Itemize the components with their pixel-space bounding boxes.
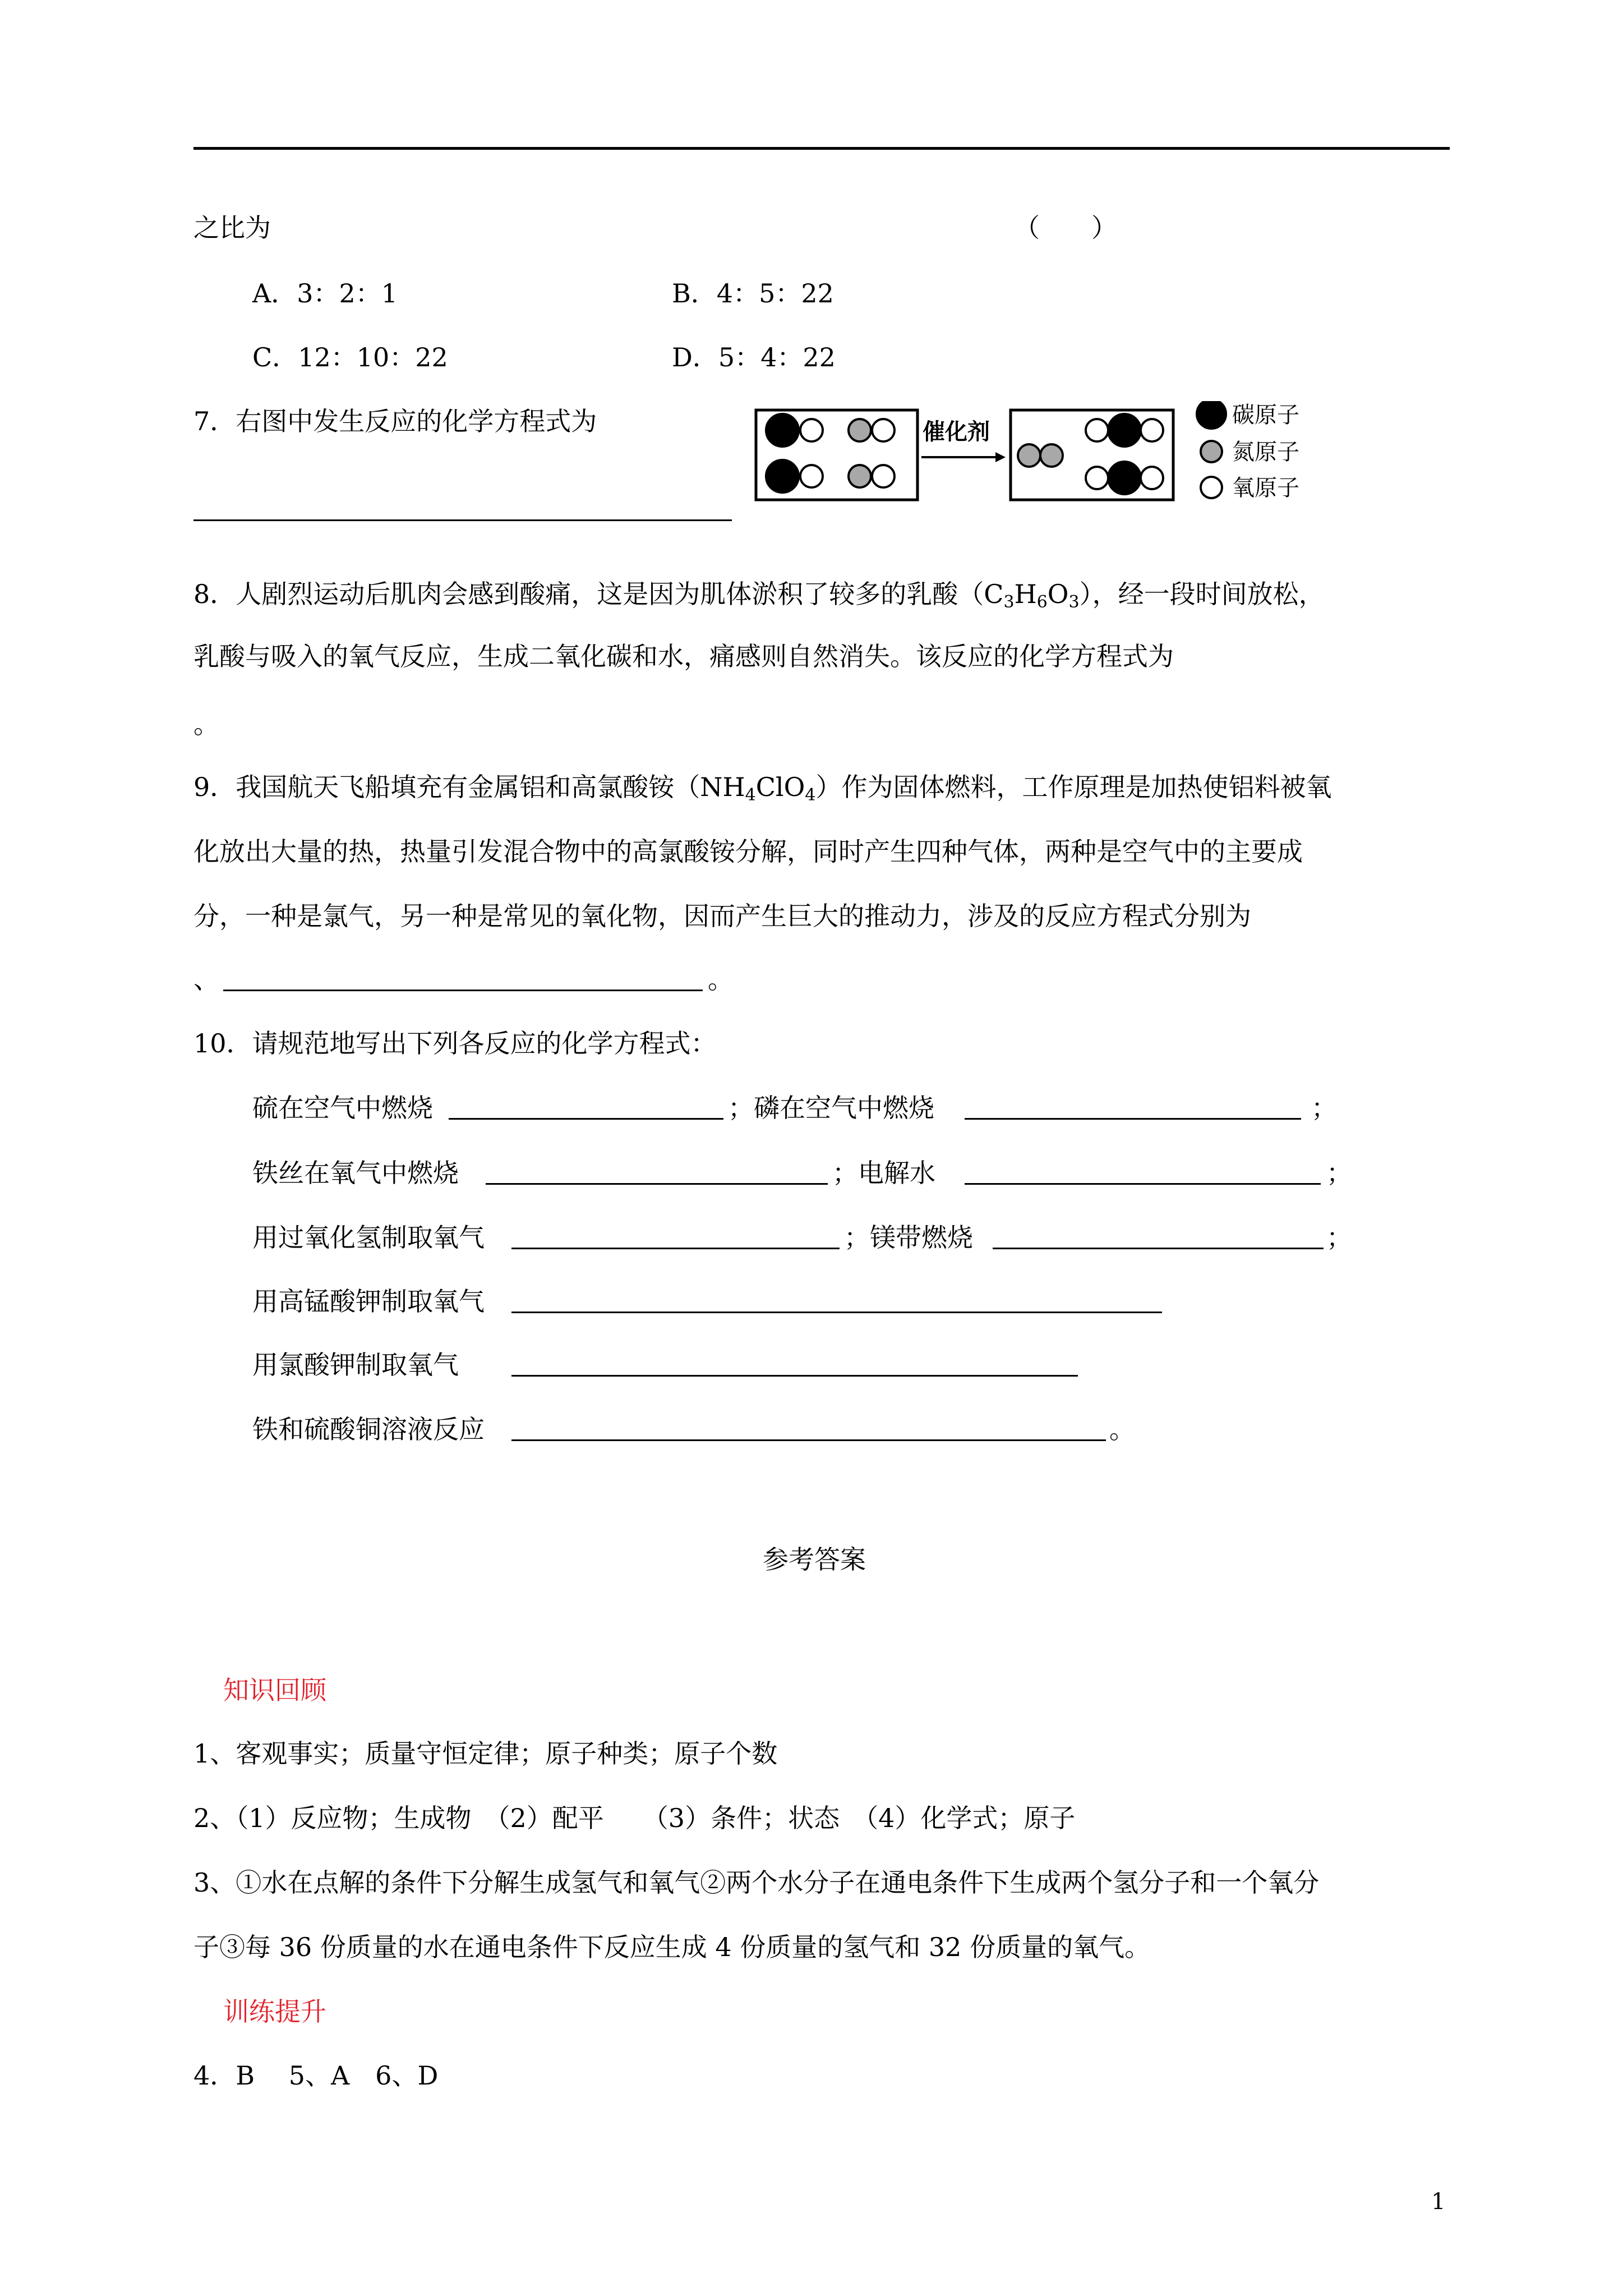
- q10-r3-semi: ；: [1326, 1222, 1352, 1253]
- answer-4-6: 4．B 5、A 6、D: [193, 2060, 439, 2091]
- q6-option-d: D．5：4：22: [672, 342, 836, 372]
- oxygen-atom: [1086, 419, 1108, 441]
- oxygen-atom: [1141, 419, 1163, 441]
- nitrogen-atom: [1018, 444, 1040, 467]
- legend-carbon-label: 碳原子: [1232, 402, 1299, 428]
- q9-line4-end: 。: [708, 964, 734, 995]
- q6-option-b: B．4：5：22: [672, 278, 834, 309]
- q10-r1-semi: ；: [1311, 1093, 1337, 1123]
- answers-title: 参考答案: [763, 1544, 866, 1575]
- nitrogen-atom: [849, 419, 871, 441]
- q10-r5-blank: [511, 1375, 1078, 1377]
- q6-option-c: C．12：10：22: [252, 342, 448, 372]
- q10-r3-label-b: ；镁带燃烧: [844, 1222, 973, 1253]
- oxygen-atom: [1141, 467, 1163, 489]
- q9-line3: 分，一种是氯气，另一种是常见的氧化物，因而产生巨大的推动力，涉及的反应方程式分别为: [193, 901, 1251, 931]
- reaction-diagram: [754, 401, 1321, 508]
- oxygen-atom: [800, 465, 823, 487]
- q10-r6-blank: [511, 1439, 1106, 1441]
- q6-answer-paren: （ ）: [1014, 213, 1117, 243]
- q10-r6-label: 铁和硫酸铜溶液反应: [252, 1414, 485, 1444]
- q10-r2-label-a: 铁丝在氧气中燃烧: [252, 1158, 459, 1188]
- nitrogen-atom: [1040, 444, 1063, 467]
- legend-carbon-icon: [1197, 401, 1226, 429]
- q6-stem: 之比为: [193, 213, 271, 243]
- carbon-atom: [766, 460, 799, 493]
- carbon-atom: [766, 414, 799, 447]
- carbon-atom: [1108, 414, 1141, 447]
- section-heading-review: 知识回顾: [223, 1675, 326, 1705]
- header-rule: [193, 147, 1450, 150]
- oxygen-atom: [1086, 467, 1108, 489]
- answer-1: 1、客观事实；质量守恒定律；原子种类；原子个数: [193, 1738, 778, 1769]
- nitrogen-atom: [849, 465, 871, 487]
- q10-title: 10．请规范地写出下列各反应的化学方程式：: [193, 1028, 717, 1059]
- legend-oxygen-icon: [1201, 477, 1222, 498]
- q10-r1-label-b: ；磷在空气中燃烧: [728, 1093, 934, 1123]
- legend-nitrogen-icon: [1201, 441, 1222, 462]
- q6-option-a: A．3：2：1: [252, 278, 398, 309]
- q10-r3-blank-b: [993, 1248, 1324, 1249]
- q10-r4-label: 用高锰酸钾制取氧气: [252, 1286, 485, 1317]
- arrowhead-icon: [995, 452, 1006, 462]
- q8-line2: 乳酸与吸入的氧气反应，生成二氧化碳和水，痛感则自然消失。该反应的化学方程式为: [193, 641, 1174, 671]
- q9-answer-blank: [223, 990, 703, 991]
- q8-line1: 8．人剧烈运动后肌肉会感到酸痛，这是因为肌体淤积了较多的乳酸$(C_3H_6O_3)$，经一段时间放松，: [193, 579, 1325, 612]
- answer-3-line2: 子③每 36 份质量的水在通电条件下反应生成 4 份质量的氢气和 32 份质量的氧气。: [193, 1932, 1151, 1962]
- molecule-model-svg: [754, 401, 1321, 508]
- catalyst-label: 催化剂: [923, 420, 990, 444]
- answer-3-line1: 3、①水在点解的条件下分解生成氢气和氧气②两个水分子在通电条件下生成两个氢分子和一个氧分: [193, 1867, 1320, 1898]
- q9-line4-separator: 、: [193, 964, 219, 995]
- q10-r5-label: 用氯酸钾制取氧气: [252, 1350, 459, 1380]
- oxygen-atom: [872, 465, 895, 487]
- answer-2: 2、（1）反应物；生成物 （2）配平 （3）条件；状态 （4）化学式；原子: [193, 1803, 1076, 1833]
- q10-r2-blank-b: [965, 1183, 1321, 1185]
- section-heading-practice: 训练提升: [223, 1996, 326, 2027]
- oxygen-atom: [872, 419, 895, 441]
- q10-r1-label-a: 硫在空气中燃烧: [252, 1093, 433, 1123]
- q10-r2-semi: ；: [1326, 1158, 1352, 1188]
- legend-oxygen-label: 氧原子: [1232, 475, 1299, 501]
- page-number: 1: [1431, 2189, 1446, 2215]
- q10-r3-label-a: 用过氧化氢制取氧气: [252, 1222, 485, 1253]
- q7-text: 7．右图中发生反应的化学方程式为: [193, 406, 597, 436]
- q10-r1-blank-a: [449, 1118, 723, 1120]
- q10-r1-blank-b: [965, 1118, 1301, 1120]
- q10-r4-blank: [511, 1312, 1162, 1313]
- oxygen-atom: [800, 419, 823, 441]
- q9-line1: 9．我国航天飞船填充有金属铝和高氯酸铵$(NH_4ClO_4)$作为固体燃料，工作原理是加热使铝料被氧: [193, 772, 1332, 805]
- q8-line3: 。: [193, 709, 219, 739]
- q7-answer-blank: [193, 519, 732, 521]
- q9-line2: 化放出大量的热，热量引发混合物中的高氯酸铵分解，同时产生四种气体，两种是空气中的主要成: [193, 836, 1303, 867]
- q10-r3-blank-a: [511, 1248, 840, 1249]
- q10-r2-label-b: ；电解水: [832, 1158, 935, 1188]
- q10-r2-blank-a: [486, 1183, 828, 1185]
- legend-nitrogen-label: 氮原子: [1232, 439, 1299, 465]
- carbon-atom: [1108, 462, 1141, 494]
- q10-r6-end: 。: [1109, 1414, 1135, 1444]
